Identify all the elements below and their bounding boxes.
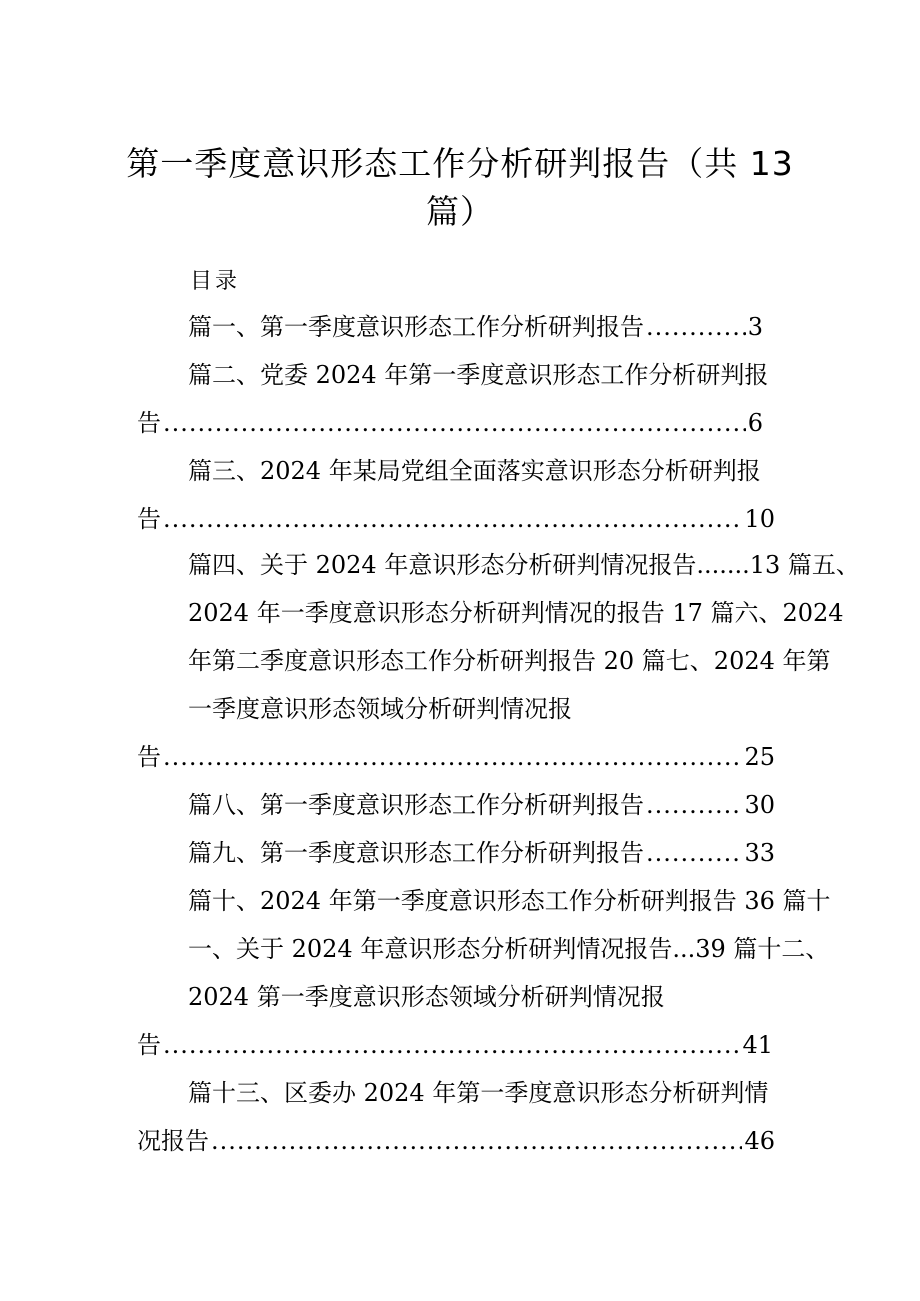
toc-dot-leader <box>211 1126 742 1156</box>
toc-entry-text: 篇九、第一季度意识形态工作分析研判报告 <box>188 839 644 867</box>
toc-entry-text: 告 <box>137 505 161 533</box>
toc-entry-7[interactable]: 一季度意识形态领域分析研判情况报 <box>188 695 572 723</box>
toc-entry-5[interactable]: 2024 年一季度意识形态分析研判情况的报告 17 篇六、2024 <box>188 599 844 627</box>
toc-dot-leader <box>163 742 742 772</box>
toc-dot-leader <box>163 408 746 438</box>
toc-dot-leader <box>163 504 742 534</box>
toc-entry-11[interactable]: 一、关于 2024 年意识形态分析研判情况报告...39 篇十二、 <box>188 935 830 963</box>
toc-dot-leader <box>646 790 742 820</box>
toc-entry-3[interactable]: 篇三、2024 年某局党组全面落实意识形态分析研判报 <box>188 457 761 485</box>
toc-entry-8[interactable] <box>188 790 775 820</box>
toc-entry-13-cont[interactable] <box>137 1126 775 1156</box>
toc-dot-leader <box>646 838 742 868</box>
toc-entry-1[interactable] <box>188 312 763 342</box>
toc-entry-13[interactable]: 篇十三、区委办 2024 年第一季度意识形态分析研判情 <box>188 1079 769 1107</box>
toc-entry-text: 篇一、第一季度意识形态工作分析研判报告 <box>188 313 644 341</box>
toc-page-number: 25 <box>744 743 775 771</box>
toc-entry-9[interactable] <box>188 838 775 868</box>
toc-page-number: 3 <box>747 313 763 341</box>
toc-entry-text: 告 <box>137 1031 161 1059</box>
toc-entry-text: 况报告 <box>137 1127 209 1155</box>
toc-page-number: 6 <box>747 409 763 437</box>
toc-entry-2-cont[interactable] <box>137 408 763 438</box>
toc-page-number: 41 <box>742 1031 773 1059</box>
toc-entry-text: 告 <box>137 409 161 437</box>
toc-page-number: 10 <box>744 505 775 533</box>
toc-page-number: 30 <box>744 791 775 819</box>
toc-dot-leader <box>646 312 746 342</box>
toc-page-number: 33 <box>744 839 775 867</box>
toc-entry-10[interactable]: 篇十、2024 年第一季度意识形态工作分析研判报告 36 篇十 <box>188 887 831 915</box>
toc-page-number: 46 <box>744 1127 775 1155</box>
toc-entry-2[interactable]: 篇二、党委 2024 年第一季度意识形态工作分析研判报 <box>188 361 769 389</box>
toc-heading: 目录 <box>190 269 241 294</box>
toc-entry-text: 告 <box>137 743 161 771</box>
document-title-line-2: 篇） <box>426 192 494 231</box>
toc-entry-7-cont[interactable] <box>137 742 775 772</box>
toc-entry-12[interactable]: 2024 第一季度意识形态领域分析研判情况报 <box>188 983 665 1011</box>
toc-entry-12-cont[interactable] <box>137 1030 773 1060</box>
document-title-line-1: 第一季度意识形态工作分析研判报告（共 13 <box>126 144 794 183</box>
toc-entry-4[interactable]: 篇四、关于 2024 年意识形态分析研判情况报告.......13 篇五、 <box>188 551 860 579</box>
toc-entry-6[interactable]: 年第二季度意识形态工作分析研判报告 20 篇七、2024 年第 <box>188 647 831 675</box>
toc-entry-3-cont[interactable] <box>137 504 775 534</box>
toc-dot-leader <box>163 1030 740 1060</box>
toc-entry-text: 篇八、第一季度意识形态工作分析研判报告 <box>188 791 644 819</box>
